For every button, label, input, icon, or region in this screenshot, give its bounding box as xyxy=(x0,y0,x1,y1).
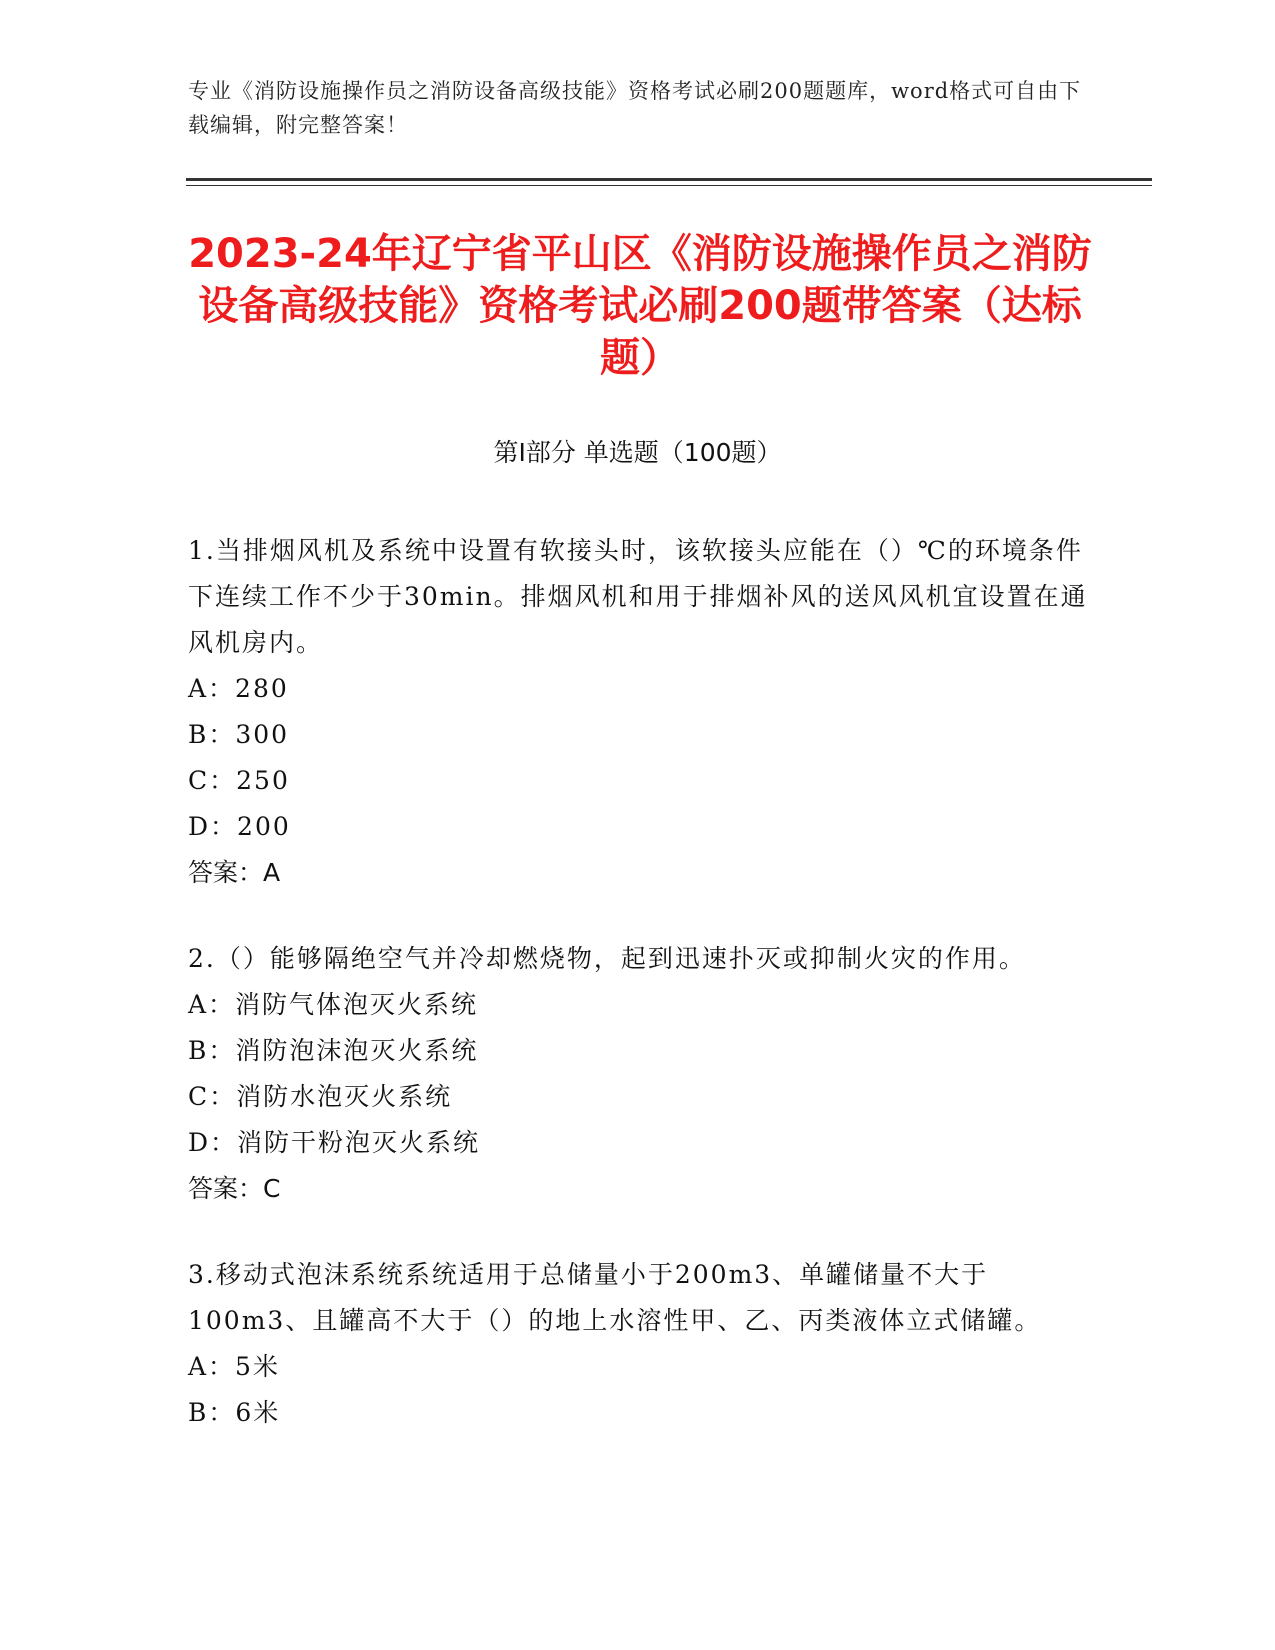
option-d: D：200 xyxy=(188,812,291,841)
option-b: B：6米 xyxy=(188,1398,281,1427)
option-d: D：消防干粉泡灭火系统 xyxy=(188,1128,481,1157)
question-stem: 2.（）能够隔绝空气并冷却燃烧物，起到迅速扑灭或抑制火灾的作用。 xyxy=(188,944,1026,973)
answer-line: 答案：C xyxy=(188,1174,281,1203)
question-list xyxy=(188,528,1088,1476)
question-stem: 3.移动式泡沫系统系统适用于总储量小于200m3、单罐储量不大于100m3、且罐高不大于（）的地上水溶性甲、乙、丙类液体立式储罐。 xyxy=(188,1260,1042,1335)
option-b: B：消防泡沫泡灭火系统 xyxy=(188,1036,479,1065)
option-b: B：300 xyxy=(188,720,290,749)
option-c: C：消防水泡灭火系统 xyxy=(188,1082,453,1111)
answer-line: 答案：A xyxy=(188,858,281,887)
document-title: 2023-24年辽宁省平山区《消防设施操作员之消防设备高级技能》资格考试必刷200题带答案（达标题） xyxy=(188,231,1092,381)
question-stem: 1.当排烟风机及系统中设置有软接头时，该软接头应能在（）℃的环境条件下连续工作不少于30min。排烟风机和用于排烟补风的送风风机宜设置在通风机房内。 xyxy=(188,536,1088,657)
section-heading: 第Ⅰ部分 单选题（100题） xyxy=(493,438,782,467)
option-c: C：250 xyxy=(188,766,290,795)
option-a: A：5米 xyxy=(188,1352,280,1381)
option-a: A：消防气体泡灭火系统 xyxy=(188,990,479,1019)
question-2 xyxy=(188,936,1088,1212)
question-3 xyxy=(188,1252,1088,1436)
option-a: A：280 xyxy=(188,674,289,703)
header-note: 专业《消防设施操作员之消防设备高级技能》资格考试必刷200题题库，word格式可自由下载编辑，附完整答案！ xyxy=(188,79,1082,137)
question-1 xyxy=(188,528,1088,896)
header-divider-thick xyxy=(186,178,1152,181)
header-divider-thin xyxy=(186,185,1152,186)
